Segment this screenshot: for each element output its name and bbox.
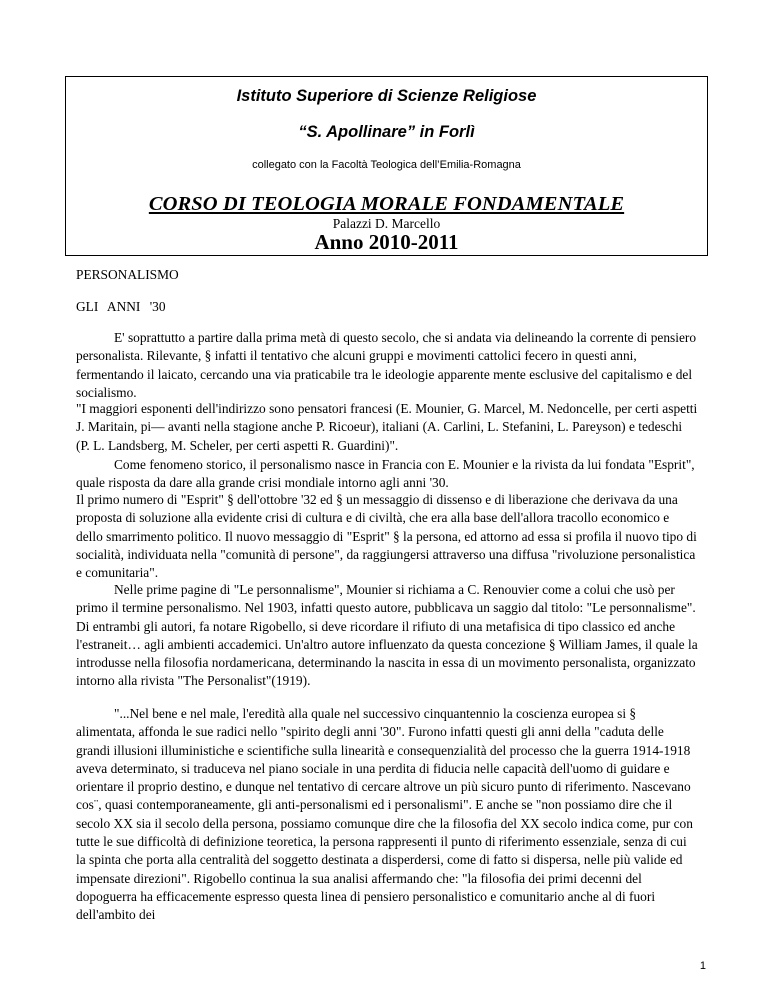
- paragraph-2: "I maggiori esponenti dell'indirizzo sono pensatori francesi (E. Mounier, G. Marcel, M. Nedoncelle, per certi aspetti J. Maritain, pi— avanti nella stagione anche P. Ricoeur), italiani (A. Carlini, L. Stefanini, L. Pareyson) e tedeschi (P. L. Landsberg, M. Scheler, per certi aspetti R. Guardini)".: [76, 401, 698, 453]
- institute-title: Istituto Superiore di Scienze Religiose: [236, 87, 537, 105]
- paragraph-4: Il primo numero di "Esprit" § dell'ottobre '32 ed § un messaggio di dissenso e di liberazione che derivava da una proposta di soluzione alla evidente crisi di cultura e di civiltà, che era alla base dell'allora tracollo economico e dello smarrimento politico. Il nuovo messaggio di "Esprit" § la persona, ed attorno ad essa si profila il nuovo tipo di socialità, individuata nella "comunità di persone", da raggiungersi attraverso una diffusa "rivoluzione personalistica e comunitaria".: [76, 492, 697, 581]
- institute-subtitle: “S. Apollinare” in Forlì: [298, 123, 475, 141]
- paragraph-1: E' soprattutto a partire dalla prima metà di questo secolo, che si andata via delineando la corrente di pensiero personalista. Rilevante, § infatti il tentativo che alcuni gruppi e movimenti cattolici fecero in questi anni, fermentando il laicato, cercando una via praticabile tra le ideologie apparente mente esclusive del capitalismo e del socialismo.: [76, 330, 697, 400]
- paragraph-6: "...Nel bene e nel male, l'eredità alla quale nel successivo cinquantennio la coscienza europea si § alimentata, affonda le sue radici nello "spirito degli anni '30". Furono infatti questi gli anni della "caduta delle grandi illusioni illuministiche e scientifiche sulla linearità e consequenzialità del processo che la guerra 1914-1918 aveva determinato, si traduceva nel piano sociale in una perdita di fiducia nelle capacità dell'uomo di guidare e orientare il proprio destino, e dunque nel tentativo di cercare altrove un più sicuro punto di riferimento. Nascevano cos¨, quasi contemporaneamente, gli anti-personalismi ed i personalismi". E anche se "non possiamo dire che il secolo XX sia il secolo della persona, possiamo comunque dire che la filosofia del XX secolo indica come, pur con tutte le sue difficoltà di definizione teoretica, la persona rappresenti il punto di riferimento essenziale, senza di cui la spinta che porta alla centralità del soggetto destinata a disperdersi, come di fatto si dispersa, nelle più valide ed impensate direzioni". Rigobello continua la sua analisi affermando che: "la filosofia dei primi decenni del dopoguerra ha efficacemente espresso questa linea di pensiero personalistico e comunitario anche al di fuori dell'ambito dei: [76, 706, 693, 923]
- institute-affiliation: collegato con la Facoltà Teologica dell’Emilia-Romagna: [252, 159, 521, 171]
- header-box: [65, 76, 708, 256]
- section-heading: PERSONALISMO: [76, 267, 179, 282]
- paragraph-3: Come fenomeno storico, il personalismo nasce in Francia con E. Mounier e la rivista da lui fondata "Esprit", quale risposta da dare alla grande crisi mondiale intorno agli anni '30.: [76, 457, 695, 491]
- course-title: CORSO DI TEOLOGIA MORALE FONDAMENTALE: [148, 193, 625, 215]
- subsection-heading: GLI ANNI '30: [76, 299, 166, 314]
- teacher-name: Palazzi D. Marcello: [332, 216, 441, 231]
- paragraph-5: Nelle prime pagine di "Le personnalisme", Mounier si richiama a C. Renouvier come a colui che usò per primo il termine personalismo. Nel 1903, infatti questo autore, pubblicava un saggio dal titolo: "Le personnalisme". Di entrambi gli autori, fa notare Rigobello, si deve ricordare il rifiuto di una metafisica di tipo classico ed anche l'estraneit… agli ambienti accademici. Un'altro autore influenzato da questa concezione § William James, il quale la introdusse nella filosofia nordamericana, determinando la nascita in essa di un movimento personalista, organizzato intorno alla rivista "The Personalist"(1919).: [76, 582, 698, 689]
- page-number: 1: [699, 960, 706, 972]
- academic-year: Anno 2010-2011: [314, 230, 459, 254]
